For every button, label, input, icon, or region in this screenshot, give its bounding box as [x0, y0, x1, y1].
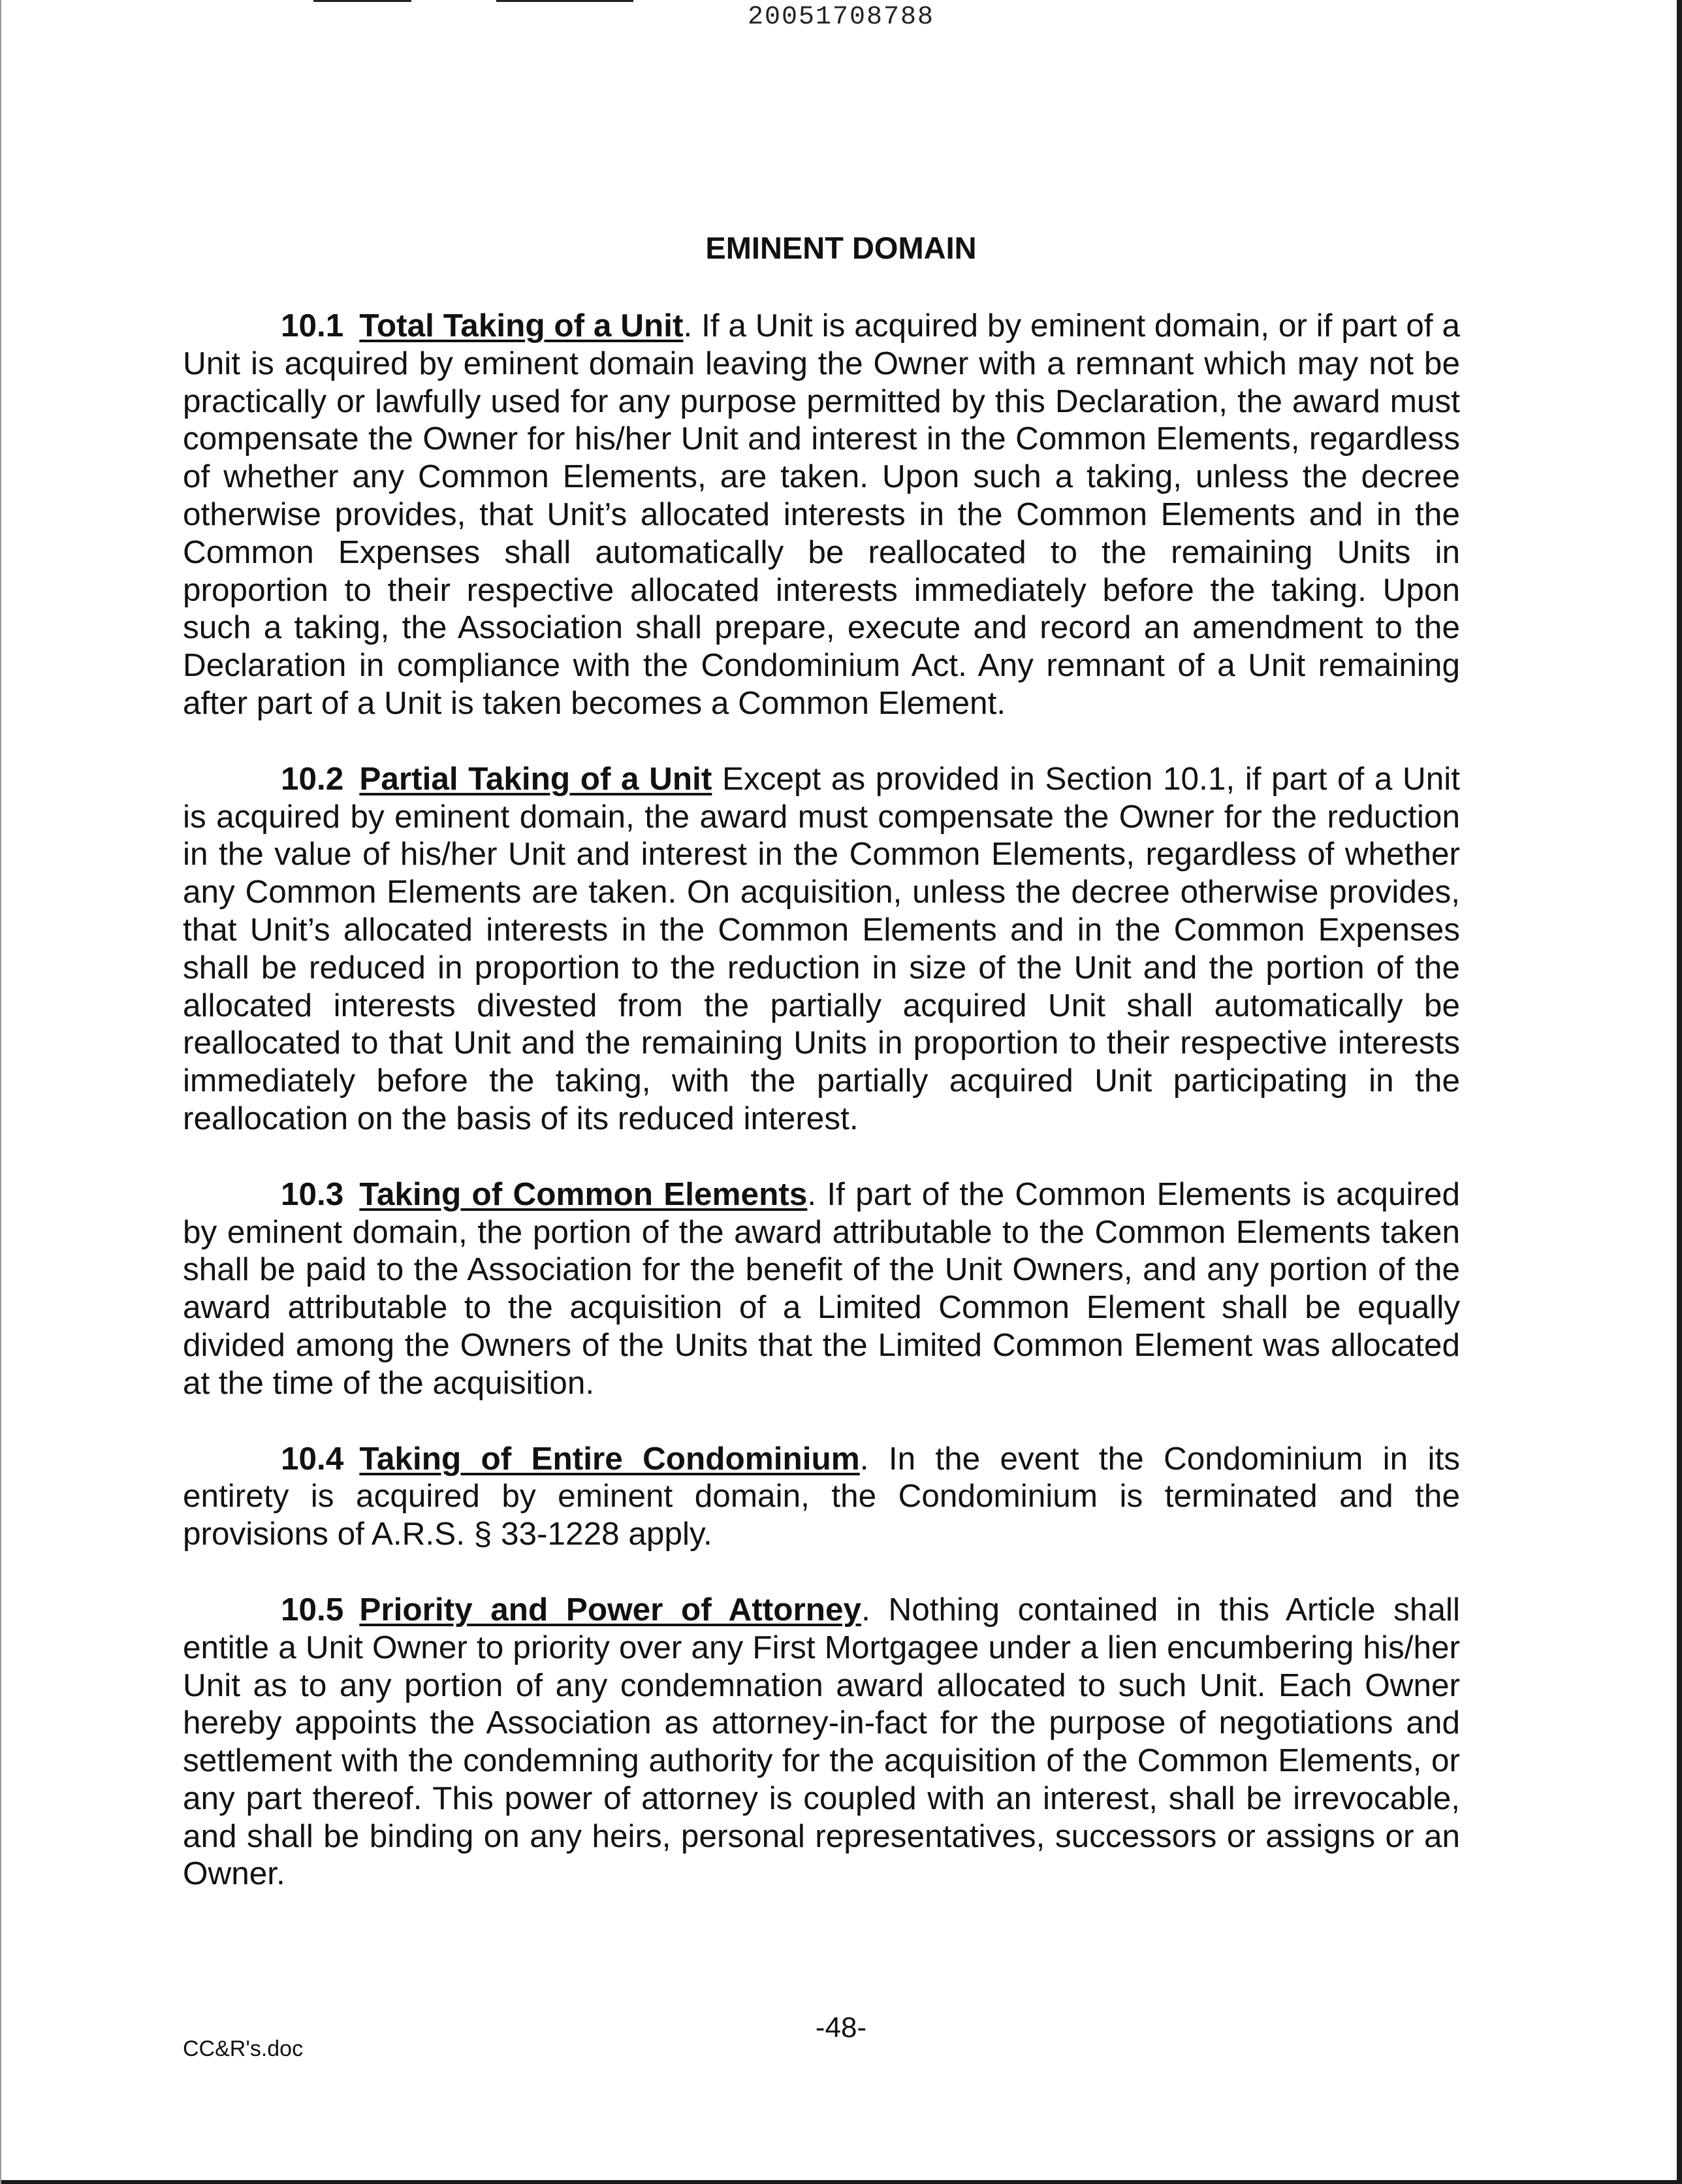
- section-heading: Priority and Power of Attorney: [359, 1591, 862, 1628]
- section-heading-suffix: .: [861, 1591, 870, 1628]
- article-title: EMINENT DOMAIN: [705, 231, 977, 265]
- section-10-2: [183, 760, 1460, 1138]
- section-10-3: [183, 1176, 1460, 1402]
- scan-top-rule-right: [496, 0, 633, 2]
- section-10-5: [183, 1591, 1460, 1893]
- section-heading-suffix: .: [683, 308, 693, 344]
- page-number: -48-: [815, 2012, 867, 2044]
- scan-top-rule-left: [313, 0, 411, 2]
- section-text: If a Unit is acquired by eminent domain, or if part of a Unit is acquired by eminent domain leaving the Owner with a remnant which may not be practically or lawfully used for any purpose permitted by this Declaration, the award must compensate the Owner for his/her Unit and interest in the Common Elements, regardless of whether any Common Elements, are taken. Upon such a taking, unless the decree otherwise provides, that Unit’s allocated interests in the Common Elements and in the Common Expenses shall automatically be reallocated to the remaining Units in proportion to their respective allocated interests immediately before the taking. Upon such a taking, the Association shall prepare, execute and record an amendment to the Declaration in compliance with the Condominium Act. Any remnant of a Unit remaining after part of a Unit is taken becomes a Common Element.: [183, 308, 1460, 721]
- scan-left-edge: [0, 0, 1, 2184]
- section-heading: Partial Taking of a Unit: [359, 760, 712, 797]
- section-text: In the event the Condominium in its entirety is acquired by eminent domain, the Condominium is terminated and the provisions of A.R.S. § 33-1228 apply.: [183, 1440, 1460, 1552]
- document-number: 20051708788: [747, 3, 935, 32]
- section-heading: Total Taking of a Unit: [359, 308, 684, 344]
- section-text: Nothing contained in this Article shall entitle a Unit Owner to priority over any First Mortgagee under a lien encumbering his/her Unit as to any portion of any condemnation award allocated to such Unit. Each Owner hereby appoints the Association as attorney-in-fact for the purpose of negotiations and settlement with the condemning authority for the acquisition of the Common Elements, or any part thereof. This power of attorney is coupled with an interest, shall be irrevocable, and shall be binding on any heirs, personal representatives, successors or assigns or an Owner.: [183, 1591, 1460, 1892]
- section-10-4: [183, 1440, 1460, 1553]
- section-heading: Taking of Common Elements: [359, 1176, 808, 1212]
- section-number: 10.1: [281, 308, 344, 344]
- section-heading-suffix: .: [807, 1176, 817, 1212]
- section-number: 10.5: [281, 1591, 344, 1628]
- scan-right-edge: [1677, 0, 1682, 2184]
- section-heading: Taking of Entire Condominium: [359, 1440, 860, 1477]
- section-10-1: [183, 307, 1460, 722]
- section-text: If part of the Common Elements is acquired by eminent domain, the portion of the award attributable to the Common Elements taken shall be paid to the Association for the benefit of the Unit Owners, and any portion of the award attributable to the acquisition of a Limited Common Element shall be equally divided among the Owners of the Units that the Limited Common Element was allocated at the time of the acquisition.: [183, 1176, 1460, 1401]
- scan-bottom-edge: [0, 2180, 1682, 2184]
- section-number: 10.2: [281, 760, 344, 797]
- section-text: Except as provided in Section 10.1, if part of a Unit is acquired by eminent domain, the award must compensate the Owner for the reduction in the value of his/her Unit and interest in the Common Elements, regardless of whether any Common Elements are taken. On acquisition, unless the decree otherwise provides, that Unit’s allocated interests in the Common Elements and in the Common Expenses shall be reduced in proportion to the reduction in size of the Unit and the portion of the allocated interests divested from the partially acquired Unit shall automatically be reallocated to that Unit and the remaining Units in proportion to their respective interests immediately before the taking, with the partially acquired Unit participating in the reallocation on the basis of its reduced interest.: [183, 760, 1460, 1136]
- article-body: [183, 307, 1460, 1931]
- section-number: 10.3: [281, 1176, 344, 1212]
- section-number: 10.4: [281, 1440, 344, 1477]
- section-heading-suffix: .: [859, 1440, 869, 1477]
- footer-file-name: CC&R's.doc: [183, 2036, 304, 2061]
